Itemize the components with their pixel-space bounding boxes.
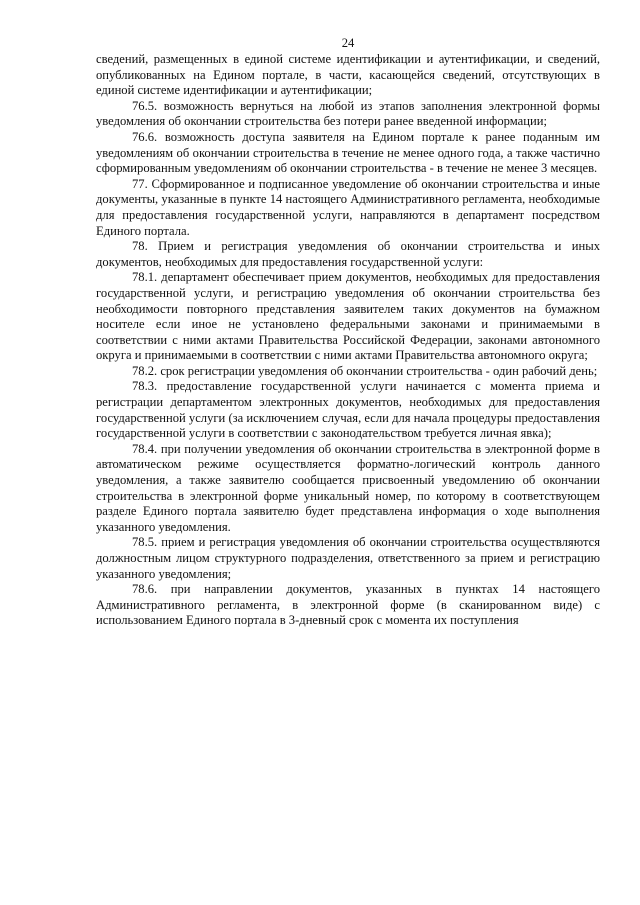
paragraph-78-6: 78.6. при направлении документов, указанных в пунктах 14 настоящего Административного регламента, в электронной форме (в сканированном виде) с использованием Единого портала в 3-дневный срок с момента их поступления (96, 582, 600, 628)
paragraph-78-3: 78.3. предоставление государственной услуги начинается с момента приема и регистрации департаментом электронных документов, необходимых для предоставления государственной услуги (за исключением случая, если для начала процедуры предоставления государственной услуги в соответствии с законодательством требуется личная явка); (96, 379, 600, 441)
paragraph-76-6: 76.6. возможность доступа заявителя на Едином портале к ранее поданным им уведомлениям об окончании строительства в течение не менее одного года, а также частично сформированным уведомлениям об окончании строительства - в течение не менее 3 месяцев. (96, 129, 600, 176)
page-number: 24 (341, 36, 355, 50)
paragraph-78-2: 78.2. срок регистрации уведомления об окончании строительства - один рабочий день; (132, 363, 598, 378)
paragraph-78-1: 78.1. департамент обеспечивает прием документов, необходимых для предоставления государственной услуги, и регистрацию уведомления об окончании строительства без необходимости повторного представления заявителем таких документов на бумажном носителе если иное не установлено федеральными законами и принимаемыми в соответствии с ними актами Правительства Российской Федерации, законами автономного округа и принимаемыми в соответствии с ними актами Правительства автономного округа; (96, 270, 600, 363)
paragraph-78-4: 78.4. при получении уведомления об окончании строительства в электронной форме в автоматическом режиме осуществляется форматно-логический контроль данного уведомления, а также заявителю сообщается присвоенный уведомлению об окончании строительства в электронной форме уникальный номер, по которому в соответствующем разделе Единого портала заявителю будет представлена информация о ходе выполнения указанного уведомления. (96, 441, 600, 534)
paragraph-78-5: 78.5. прием и регистрация уведомления об окончании строительства осуществляются должностным лицом структурного подразделения, ответственного за прием и регистрацию указанного уведомления; (96, 535, 600, 581)
paragraph-76-5: 76.5. возможность вернуться на любой из этапов заполнения электронной формы уведомления об окончании строительства без потери ранее введенной информации; (96, 98, 600, 129)
paragraph-77: 77. Сформированное и подписанное уведомление об окончании строительства и иные документы, указанные в пункте 14 настоящего Административного регламента, необходимые для предоставления государственной услуги, направляются в департамент посредством Единого портала. (96, 176, 600, 238)
paragraph-78: 78. Прием и регистрация уведомления об окончании строительства и иных документов, необходимых для предоставления государственной услуги: (96, 239, 600, 269)
paragraph-continuation: сведений, размещенных в единой системе идентификации и аутентификации, и сведений, опубликованных на Едином портале, в части, касающейся сведений, отсутствующих в единой системе идентификации и аутентификации; (96, 52, 600, 98)
document-body (96, 52, 600, 629)
